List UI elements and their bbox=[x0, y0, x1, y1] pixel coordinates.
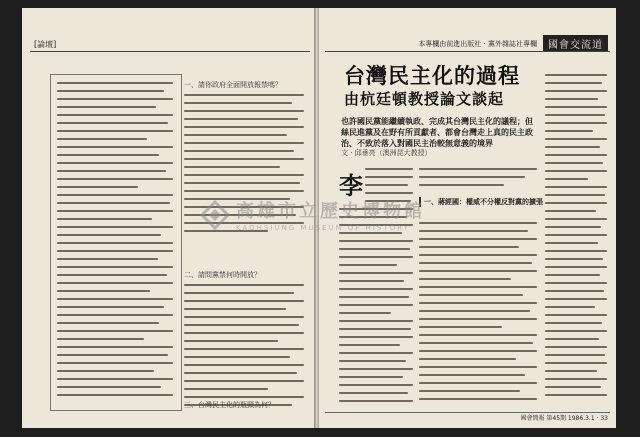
column-badge: 國會交流道 bbox=[543, 35, 608, 52]
top-rule bbox=[30, 51, 310, 52]
page-footer: 國會簡報 第45期 1986.3.1 · 33 bbox=[520, 415, 608, 422]
question-3: 三、台灣民主化的瓶頸為何？ bbox=[184, 401, 275, 409]
body-column-3 bbox=[545, 74, 607, 402]
body-column-2 bbox=[419, 222, 537, 406]
article-headline: 台灣民主化的過程 bbox=[344, 63, 520, 88]
header-text: 本專欄由前進出版社 · 黨外雜誌社專欄 bbox=[418, 39, 537, 48]
drop-cap: 李 bbox=[339, 171, 363, 200]
body-column-2-top bbox=[419, 168, 537, 192]
article-lede: 也許國民黨能繼續執政、完成其台灣民主化的議程；但絲民進黨及在野有所貢獻者、都會台灣走上真的民主政治、不致於落入對國民主治較無意義的境界 bbox=[341, 117, 533, 148]
page-header bbox=[418, 35, 608, 52]
question-2: 二、請問黨禁何時開放？ bbox=[184, 271, 261, 279]
watermark-title: 高雄市立歷史博物館 bbox=[236, 201, 425, 222]
right-column-text-b bbox=[184, 284, 304, 412]
museum-watermark bbox=[200, 197, 425, 232]
article-subhead: 由杭廷頓教授論文談起 bbox=[344, 90, 505, 108]
watermark-subtitle: KAOHSIUNG MUSEUM OF HISTORY bbox=[236, 224, 410, 232]
section-tag: [論壇] bbox=[34, 40, 57, 49]
left-column-text bbox=[57, 82, 173, 402]
section-subheading: 一、蔣經國：權威不分權反對黨的擴張 bbox=[419, 197, 544, 207]
article-byline: 文 · 邱垂亮（澳洲昆大教授） bbox=[341, 149, 432, 157]
museum-logo-icon bbox=[200, 200, 230, 230]
header-rule bbox=[325, 51, 610, 52]
question-1: 一、請你政府全面開放報禁嗎？ bbox=[184, 81, 282, 89]
body-column-1 bbox=[339, 208, 413, 408]
